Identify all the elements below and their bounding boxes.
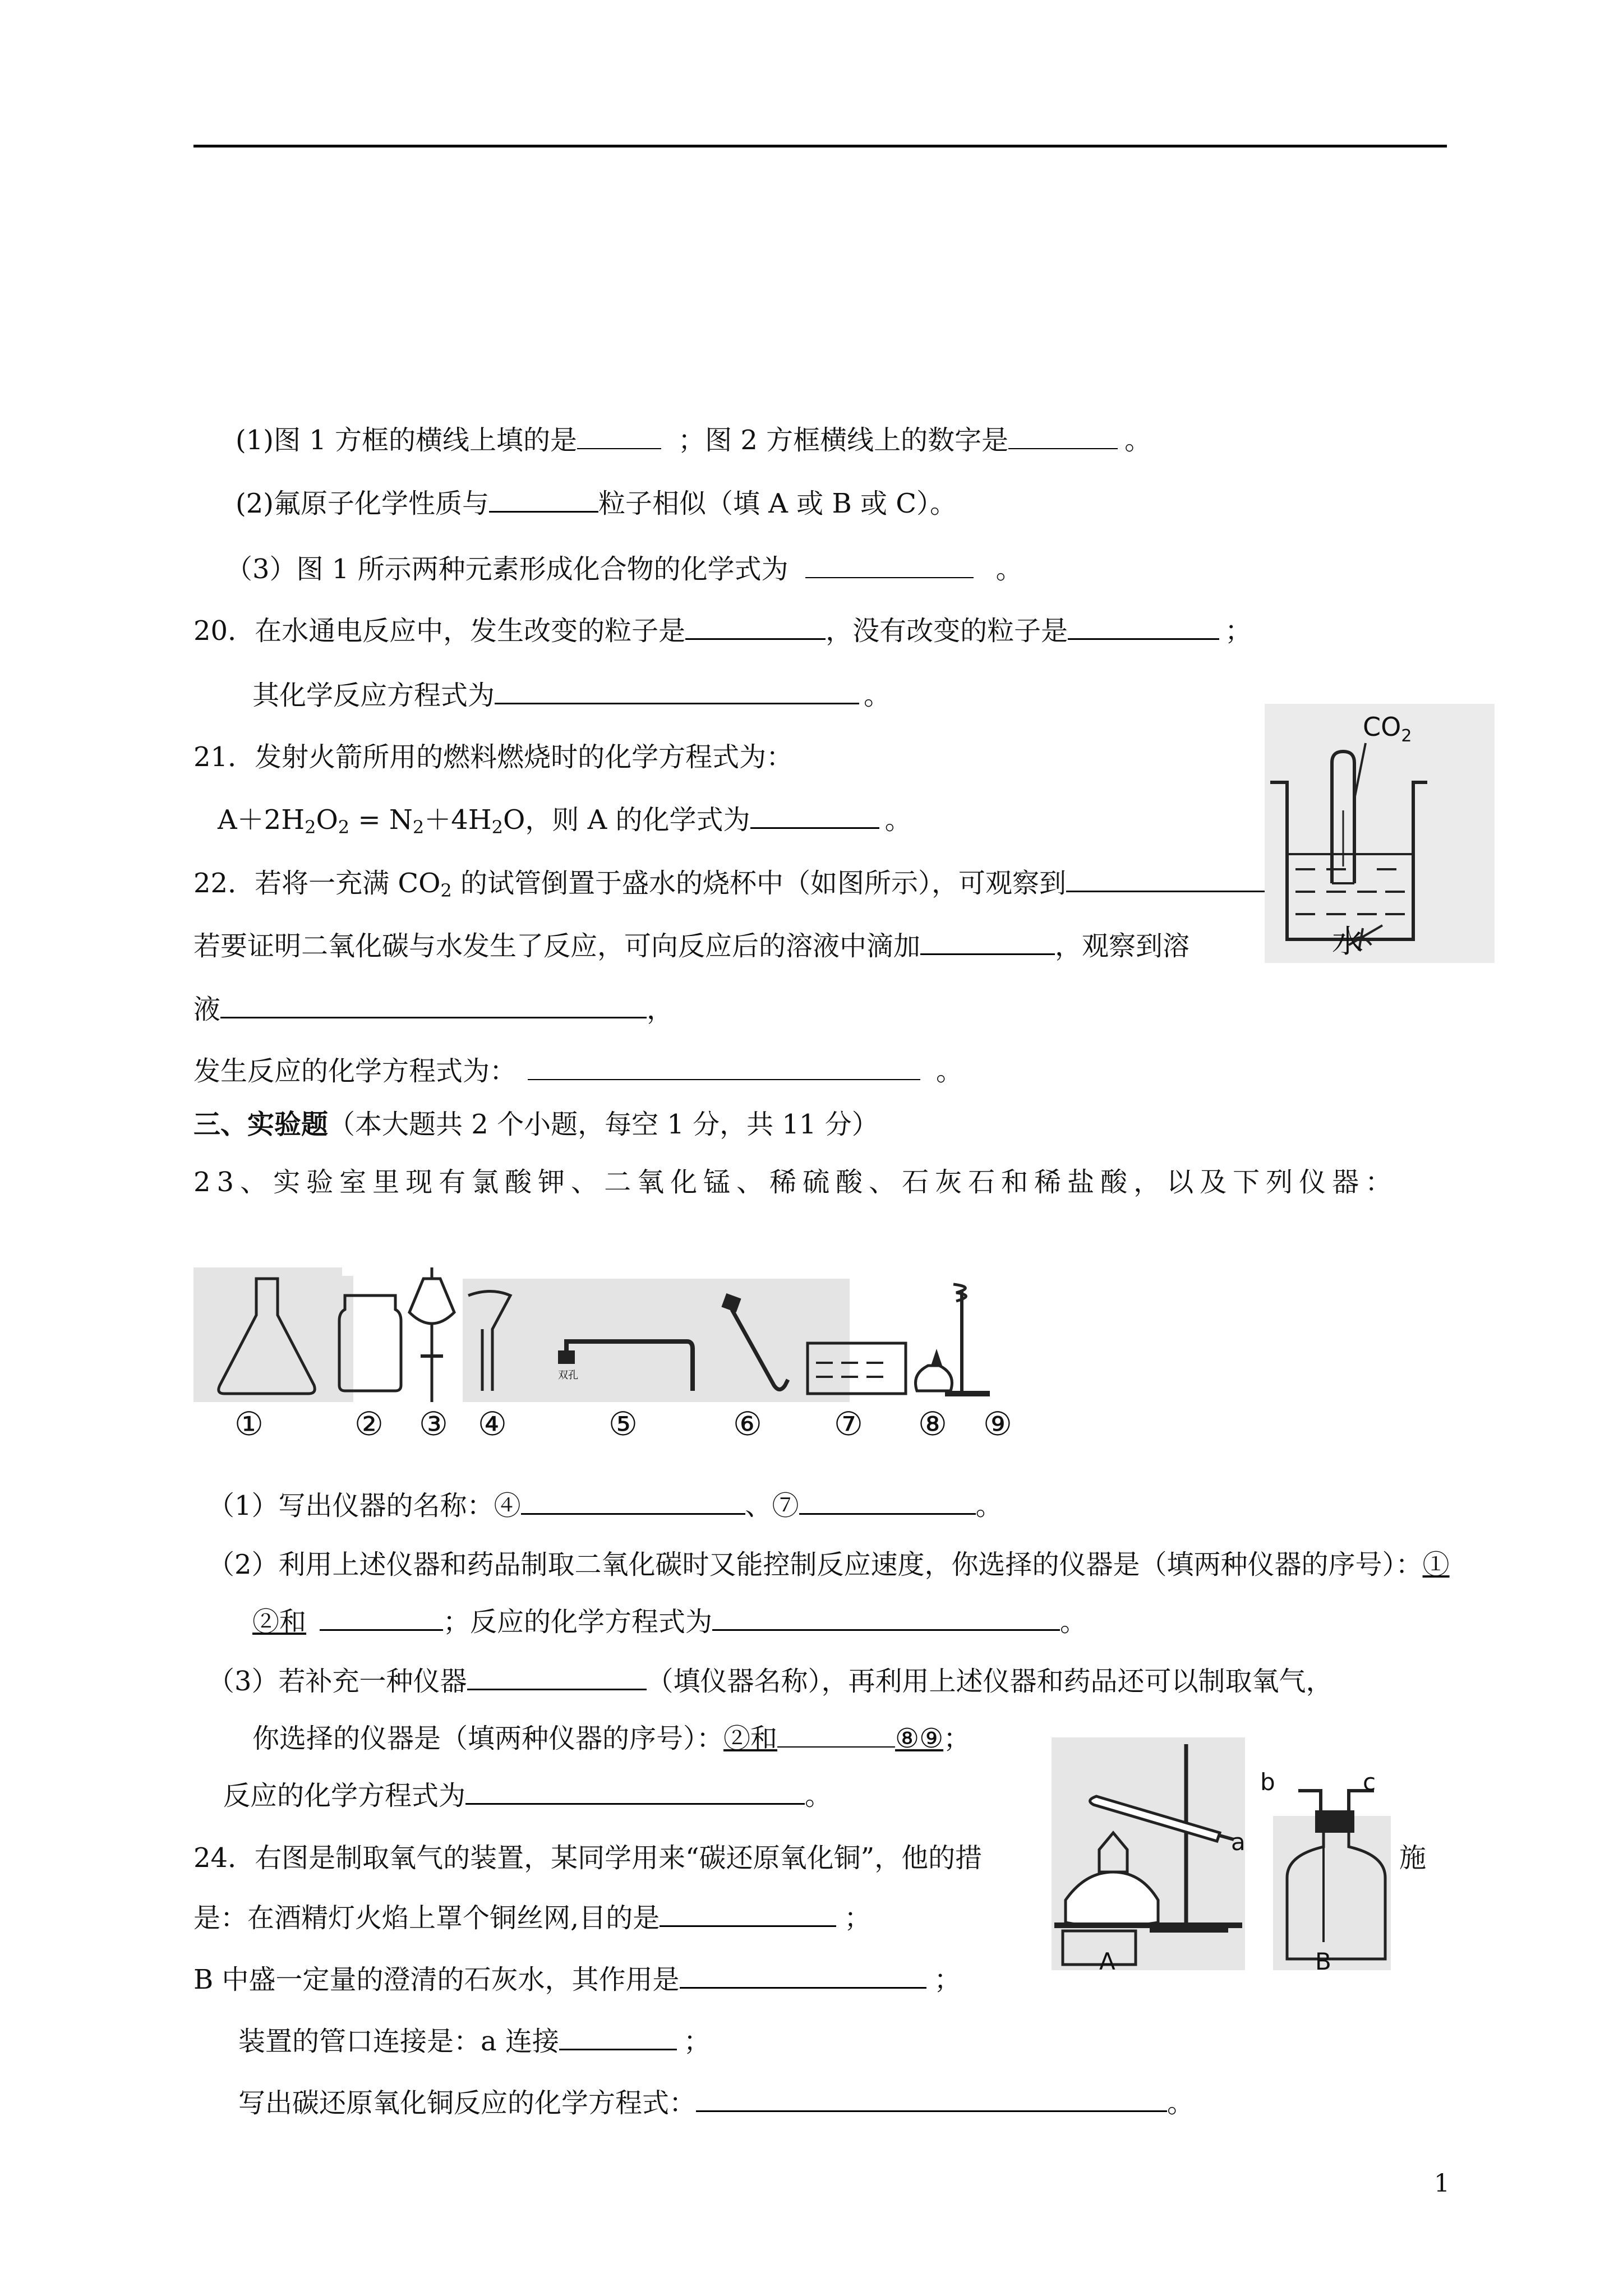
q19-line-3 xyxy=(225,552,1023,586)
punct: 。 xyxy=(995,554,1023,585)
q24-line-1-end: 施 xyxy=(1399,1842,1427,1874)
answer-blank[interactable] xyxy=(489,488,598,513)
q22-text: 发生反应的化学方程式为： xyxy=(193,1055,517,1087)
punct: ； xyxy=(683,2026,711,2057)
punct: 。 xyxy=(805,1780,832,1811)
q23-text: 、⑦ xyxy=(745,1490,799,1522)
q22-text: 若要证明二氧化碳与水发生了反应，可向反应后的溶液中滴加 xyxy=(193,930,921,962)
answer-blank[interactable] xyxy=(320,1607,443,1631)
q22-line-3 xyxy=(193,993,674,1026)
q22-text: 的试管倒置于盛水的烧杯中（如图所示），可观察到 xyxy=(451,868,1067,899)
oxygen-apparatus-figure xyxy=(1052,1737,1486,1975)
punct: 。 xyxy=(1167,2087,1195,2119)
answer-blank[interactable] xyxy=(696,2088,1167,2112)
q23-text: ②和 xyxy=(252,1606,307,1638)
punct: ； xyxy=(844,1902,872,1934)
apparatus-label-5: ⑤ xyxy=(608,1405,638,1443)
q23-part-1 xyxy=(208,1489,1003,1523)
beaker-illustration xyxy=(1265,704,1495,963)
q24-text: 是：在酒精灯火焰上罩个铜丝网,目的是 xyxy=(193,1902,660,1934)
apparatus-label-6: ⑥ xyxy=(733,1405,762,1443)
q19-line-2 xyxy=(236,487,957,520)
q20-line-2 xyxy=(252,679,891,712)
q24-line-4 xyxy=(238,2025,711,2058)
q22-text: 液 xyxy=(193,994,221,1025)
q22-line-4 xyxy=(193,1054,963,1088)
q23-text: （1）写出仪器的名称：④ xyxy=(208,1490,521,1522)
q23-text: 你选择的仪器是（填两种仪器的序号）： xyxy=(252,1723,724,1754)
port-a-label: a xyxy=(1231,1828,1246,1856)
answer-blank[interactable] xyxy=(467,1666,647,1690)
double-hole-label: 双孔 xyxy=(558,1370,578,1381)
q21-line-1 xyxy=(193,740,793,774)
q23-text: ⑧⑨ xyxy=(895,1723,944,1754)
q20-line-1 xyxy=(193,614,1252,648)
co2-label: $CO_2$ xyxy=(1363,712,1412,746)
q23-part-3a xyxy=(208,1665,1333,1698)
apparatus-b-label: B xyxy=(1315,1948,1331,1975)
q21-line-2 xyxy=(218,803,912,837)
q19-text: ；图 2 方框横线上的数字是 xyxy=(678,425,1009,456)
apparatus-label-2: ② xyxy=(354,1405,384,1443)
q23-text: ① xyxy=(1422,1549,1450,1580)
answer-blank[interactable] xyxy=(799,1491,976,1515)
punct: ； xyxy=(943,1723,971,1754)
water-label-text: 水 xyxy=(1332,924,1363,960)
section-title: 三、实验题 xyxy=(193,1109,329,1140)
top-rule xyxy=(193,145,1447,147)
punct: 。 xyxy=(1060,1606,1087,1638)
q22-line-2 xyxy=(193,929,1189,963)
q19-text: （3）图 1 所示两种元素形成化合物的化学式为 xyxy=(225,554,789,585)
apparatus-label-7: ⑦ xyxy=(834,1405,863,1443)
q21-text: 21．发射火箭所用的燃料燃烧时的化学方程式为： xyxy=(193,741,794,773)
answer-blank[interactable] xyxy=(528,1057,920,1080)
q23-text: （填仪器名称），再利用上述仪器和药品还可以制取氧气， xyxy=(646,1666,1333,1697)
equation-text: O xyxy=(316,804,338,836)
q23-part-3c xyxy=(223,1779,832,1813)
answer-blank[interactable] xyxy=(495,680,859,704)
answer-blank[interactable] xyxy=(712,1607,1060,1631)
q20-text: ，没有改变的粒子是 xyxy=(826,615,1068,647)
q24-text: 装置的管口连接是：a 连接 xyxy=(238,2026,559,2057)
q23-part-2b xyxy=(252,1605,1087,1639)
answer-blank[interactable] xyxy=(750,805,879,829)
q24-text: 24．右图是制取氧气的装置，某同学用来“碳还原氧化铜”，他的措 xyxy=(193,1842,983,1874)
subscript: 2 xyxy=(412,817,425,838)
answer-blank[interactable] xyxy=(685,616,826,640)
q23-text: （3）若补充一种仪器 xyxy=(208,1666,467,1697)
punct: 。 xyxy=(936,1055,963,1087)
q21-text: O，则 A 的化学式为 xyxy=(503,804,750,836)
apparatus-illustration xyxy=(193,1223,1029,1405)
q24-line-3 xyxy=(193,1963,961,1997)
punct: 。 xyxy=(1124,425,1152,456)
q23-text: （2）利用上述仪器和药品制取二氧化碳时又能控制反应速度，你选择的仪器是（填两种仪器的序号）： xyxy=(208,1549,1423,1580)
punct: 。 xyxy=(975,1490,1003,1522)
subscript: 2 xyxy=(491,817,504,838)
apparatus-label-3: ③ xyxy=(419,1405,448,1443)
q22-text: ，观察到溶 xyxy=(1055,930,1190,962)
q23-part-2a xyxy=(208,1548,1450,1582)
q19-line-1 xyxy=(236,423,1151,457)
port-c-label: c xyxy=(1363,1768,1376,1796)
subscript: 2 xyxy=(338,817,350,838)
answer-blank[interactable] xyxy=(777,1724,895,1748)
equation-text: ＋4H xyxy=(424,804,492,836)
answer-blank[interactable] xyxy=(521,1491,745,1515)
punct: ； xyxy=(934,1964,961,1995)
co2-beaker-figure xyxy=(1265,704,1495,963)
answer-blank[interactable] xyxy=(660,1903,836,1927)
apparatus-label-8: ⑧ xyxy=(918,1405,947,1443)
q20-text: 20．在水通电反应中，发生改变的粒子是 xyxy=(193,615,686,647)
equation-text: = N xyxy=(349,804,413,836)
q24-line-1 xyxy=(193,1841,982,1875)
q23-intro: 23、实验室里现有氯酸钾、二氧化锰、稀硫酸、石灰石和稀盐酸，以及下列仪器： xyxy=(193,1167,1399,1198)
section-3-heading xyxy=(193,1108,879,1141)
answer-blank[interactable] xyxy=(465,1781,805,1805)
section-desc: （本大题共 2 个小题，每空 1 分，共 11 分） xyxy=(328,1109,879,1140)
q22-text: 22．若将一充满 CO xyxy=(193,868,441,899)
q19-text: (1)图 1 方框的横线上填的是 xyxy=(236,425,578,456)
answer-blank[interactable] xyxy=(680,1965,926,1989)
q22-line-1 xyxy=(193,866,1302,900)
q23-part-3b xyxy=(252,1722,970,1755)
apparatus-label-1: ① xyxy=(234,1405,264,1443)
apparatus-figure xyxy=(193,1223,1029,1405)
q24-line-5 xyxy=(238,2086,1194,2120)
q23-text: ；反应的化学方程式为 xyxy=(443,1606,713,1638)
apparatus-label-9: ⑨ xyxy=(983,1405,1012,1443)
answer-blank[interactable] xyxy=(1068,616,1219,640)
subscript: 2 xyxy=(305,817,316,838)
answer-blank[interactable] xyxy=(577,426,661,449)
apparatus-label-4: ④ xyxy=(478,1405,507,1443)
answer-blank[interactable] xyxy=(1008,426,1118,449)
port-b-label: b xyxy=(1260,1768,1275,1796)
punct: ； xyxy=(1225,615,1252,647)
answer-blank[interactable] xyxy=(920,931,1055,955)
q19-text: 粒子相似（填 A 或 B 或 C）。 xyxy=(598,488,957,519)
equation-text: A＋2H xyxy=(218,804,305,836)
punct: 。 xyxy=(864,680,891,711)
q24-line-2 xyxy=(193,1901,871,1935)
q20-text: 其化学反应方程式为 xyxy=(252,680,495,711)
punct: ， xyxy=(647,994,674,1025)
answer-blank[interactable] xyxy=(805,555,974,578)
page-number: 1 xyxy=(1434,2169,1450,2198)
punct: 。 xyxy=(884,804,912,836)
q23-text: 反应的化学方程式为 xyxy=(223,1780,466,1811)
q23-text: ②和 xyxy=(723,1723,778,1754)
answer-blank[interactable] xyxy=(220,994,647,1018)
q19-text: (2)氟原子化学性质与 xyxy=(236,488,489,519)
answer-blank[interactable] xyxy=(559,2026,677,2050)
apparatus-a-label: A xyxy=(1099,1948,1115,1975)
q24-text: B 中盛一定量的澄清的石灰水，其作用是 xyxy=(193,1964,680,1995)
subscript: 2 xyxy=(440,880,452,901)
q24-text: 写出碳还原氧化铜反应的化学方程式： xyxy=(238,2087,697,2119)
